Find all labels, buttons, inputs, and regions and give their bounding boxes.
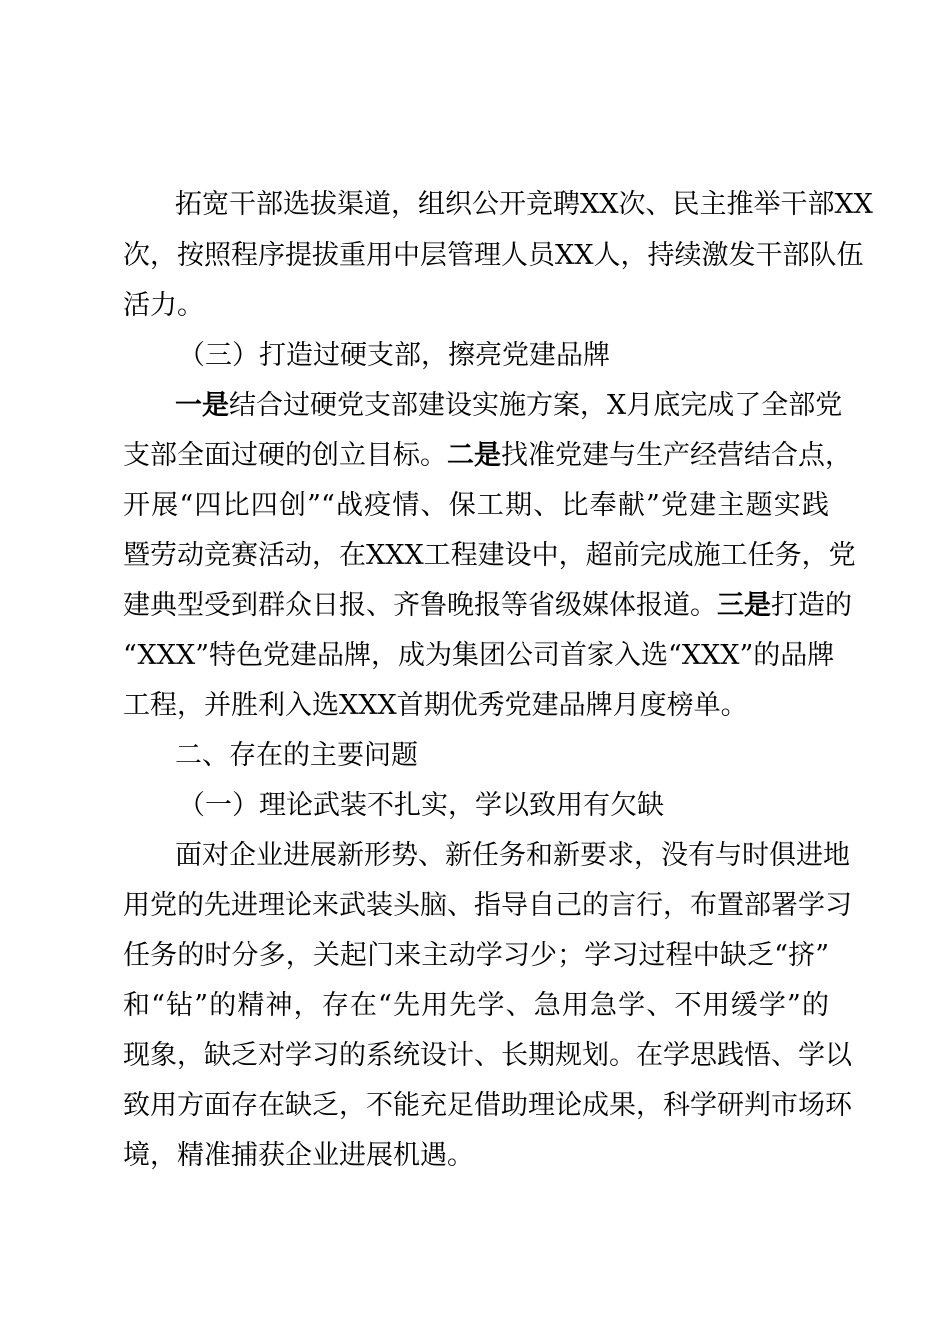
line-text: 建典型受到群众日报、齐鲁晚报等省级媒体报道。 bbox=[123, 590, 717, 621]
paragraph-line: 任务的时分多，关起门来主动学习少；学习过程中缺乏“挤” bbox=[123, 940, 829, 971]
paragraph-line: 用党的先进理论来武装头脑、指导自己的言行，布置部署学习 bbox=[123, 890, 852, 921]
line-text: 找准党建与生产经营结合点， bbox=[501, 440, 852, 471]
paragraph-line: “XXX”特色党建品牌，成为集团公司首家入选“XXX”的品牌 bbox=[123, 640, 835, 671]
paragraph-line bbox=[175, 390, 843, 421]
line-text: 打造的 bbox=[771, 590, 852, 621]
subsection-heading: （三）打造过硬支部，擦亮党建品牌 bbox=[178, 340, 610, 371]
subsection-heading: （一）理论武装不扎实，学以致用有欠缺 bbox=[178, 790, 664, 821]
line-text: 结合过硬党支部建设实施方案，X月底完成了全部党 bbox=[229, 390, 843, 421]
bold-lead: 三是 bbox=[717, 590, 771, 621]
paragraph-line: 面对企业进展新形势、新任务和新要求，没有与时俱进地 bbox=[175, 840, 850, 871]
paragraph-line: 暨劳动竞赛活动，在XXX工程建设中，超前完成施工任务，党 bbox=[123, 540, 856, 571]
paragraph-line: 次，按照程序提拔重用中层管理人员XX人，持续激发干部队伍 bbox=[123, 240, 864, 271]
paragraph-line: 和“钻”的精神，存在“先用先学、急用急学、不用缓学”的 bbox=[123, 990, 829, 1021]
line-text: 支部全面过硬的创立目标。 bbox=[123, 440, 447, 471]
paragraph-line: 境，精准捕获企业进展机遇。 bbox=[123, 1140, 474, 1171]
paragraph-line: 现象，缺乏对学习的系统设计、长期规划。在学思践悟、学以 bbox=[123, 1040, 852, 1071]
bold-lead: 一是 bbox=[175, 390, 229, 421]
paragraph-line: 开展“四比四创”“战疫情、保工期、比奉献”党建主题实践 bbox=[123, 490, 829, 521]
paragraph-line: 工程，并胜利入选XXX首期优秀党建品牌月度榜单。 bbox=[123, 690, 748, 721]
paragraph-line: 活力。 bbox=[123, 290, 204, 321]
section-heading: 二、存在的主要问题 bbox=[175, 740, 418, 771]
paragraph-line bbox=[123, 440, 852, 471]
paragraph-line: 拓宽干部选拔渠道，组织公开竞聘XX次、民主推举干部XX bbox=[175, 189, 873, 220]
bold-lead: 二是 bbox=[447, 440, 501, 471]
paragraph-line bbox=[123, 590, 852, 621]
paragraph-line: 致用方面存在缺乏，不能充足借助理论成果，科学研判市场环 bbox=[123, 1090, 852, 1121]
